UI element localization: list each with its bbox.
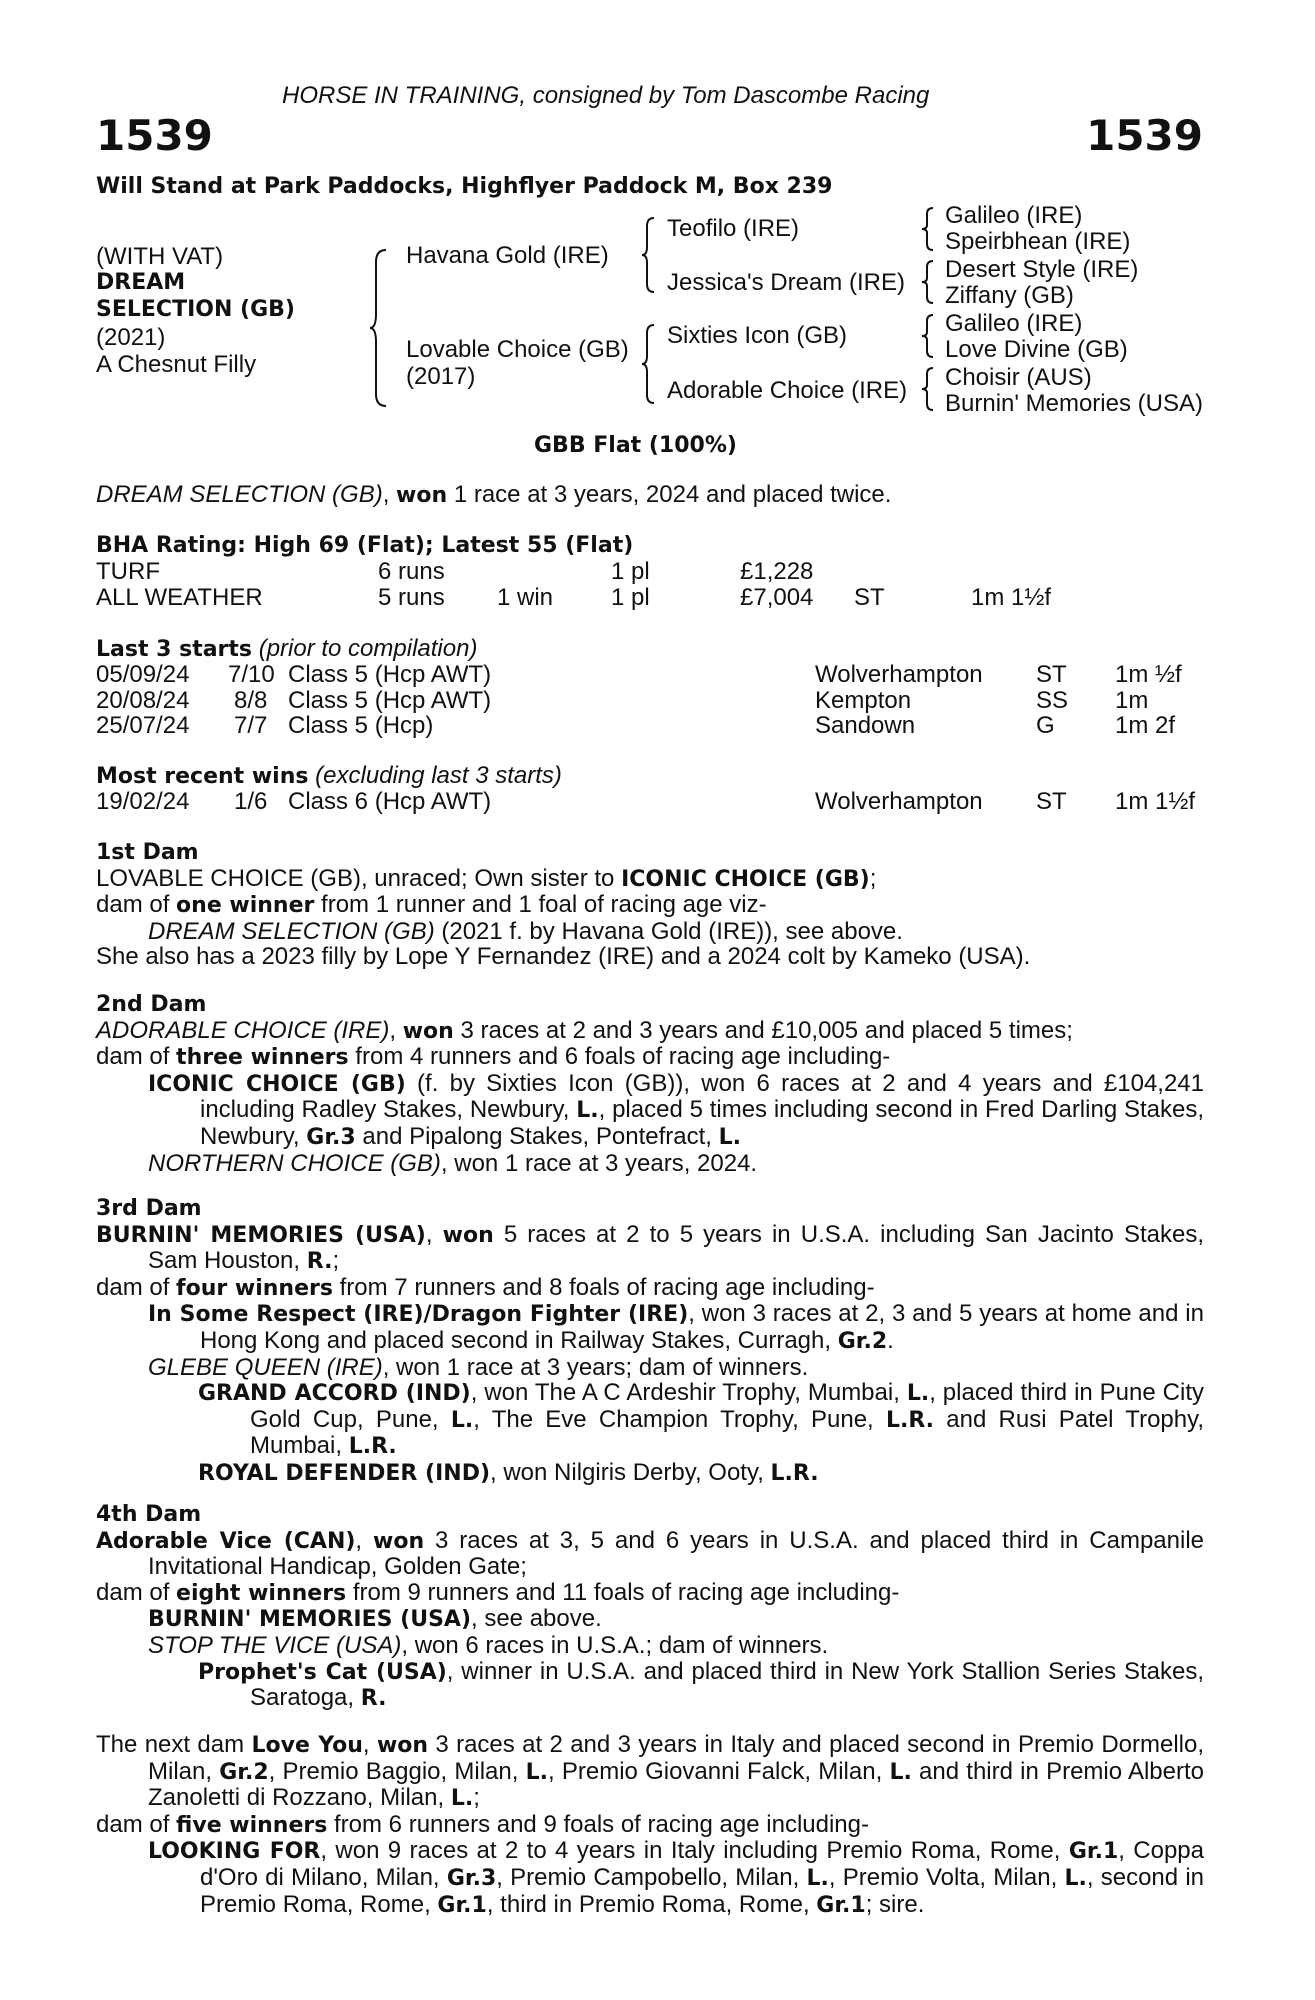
second-dam-line2: dam of three winners from 4 runners and 6 foals of racing age including- — [96, 1043, 891, 1071]
first-dam-line2: dam of one winner from 1 runner and 1 foal of racing age viz- — [96, 891, 767, 919]
bha-surface: TURF — [96, 558, 160, 585]
pedigree-ggp: Burnin' Memories (USA) — [945, 390, 1203, 417]
pedigree-ggp: Choisir (AUS) — [945, 364, 1092, 391]
second-dam-progeny-1: ICONIC CHOICE (GB) (f. by Sixties Icon (GB)), won 6 races at 2 and 4 years and £104,241 including Radley Stakes, Newbury, L., placed 5 times including second in Fred Darling Stakes, Newbury, Gr.3 and Pipalong Stakes, Pontefract, L. — [148, 1069, 1205, 1150]
third-dam-progeny-1: In Some Respect (IRE)/Dragon Fighter (IRE), won 3 races at 2, 3 and 5 years at home and in Hong Kong and placed second in Railway Stakes, Curragh, Gr.2. — [148, 1300, 1204, 1354]
bha-wins: 1 win — [497, 584, 554, 611]
summary-rest: 1 race at 3 years, 2024 and placed twice. — [447, 481, 892, 508]
win-going: ST — [1036, 788, 1067, 815]
bha-placed: 1 pl — [611, 584, 650, 611]
pedigree-brace-gg3 — [921, 313, 935, 359]
fourth-dam-line1: Adorable Vice (CAN), won 3 races at 3, 5 and 6 years in U.S.A. and placed third in Campanile Invitational Handicap, Golden Gate; — [96, 1526, 1205, 1581]
pedigree-brace-gg1 — [921, 206, 935, 252]
start-class: Class 5 (Hcp AWT) — [288, 687, 492, 714]
fourth-dam-line2: dam of eight winners from 9 runners and 11 foals of racing age including- — [96, 1578, 900, 1606]
vat-note: (WITH VAT) — [96, 243, 224, 270]
start-position: 7/10 — [228, 661, 275, 688]
start-date: 20/08/24 — [96, 687, 190, 714]
recent-wins-note: (excluding last 3 starts) — [308, 762, 562, 789]
pedigree-brace-main — [368, 248, 390, 408]
pedigree-sire: Havana Gold (IRE) — [406, 242, 609, 269]
start-position: 8/8 — [234, 687, 268, 714]
start-class: Class 5 (Hcp AWT) — [288, 661, 492, 688]
recent-wins-title: Most recent wins — [96, 764, 309, 789]
second-dam-line1: ADORABLE CHOICE (IRE), won 3 races at 2 and 3 years and £10,005 and placed 5 times; — [96, 1016, 1073, 1044]
summary-won: won — [396, 483, 448, 508]
third-dam-grandprogeny-1: GRAND ACCORD (IND), won The A C Ardeshir Trophy, Mumbai, L., placed third in Pune City Gold Cup, Pune, L., The Eve Champion Trophy, Pune, L.R. and Rusi Patel Trophy, Mumbai, L.R. — [198, 1379, 1205, 1460]
third-dam-line1: BURNIN' MEMORIES (USA), won 5 races at 2 to 5 years in U.S.A. including San Jacinto Stakes, Sam Houston, R.; — [96, 1220, 1204, 1275]
pedigree-ggp: Ziffany (GB) — [945, 282, 1074, 309]
bha-surface: ALL WEATHER — [96, 584, 263, 611]
start-position: 7/7 — [234, 712, 268, 739]
race-summary: DREAM SELECTION (GB), won 1 race at 3 years, 2024 and placed twice. — [96, 481, 892, 508]
stand-location: Will Stand at Park Paddocks, Highflyer Paddock M, Box 239 — [96, 174, 833, 199]
pedigree-dam: Lovable Choice (GB) — [406, 336, 629, 363]
pedigree-dam-year: (2017) — [406, 363, 476, 390]
bha-runs: 6 runs — [378, 558, 445, 585]
fourth-dam-progeny-1: BURNIN' MEMORIES (USA), see above. — [148, 1605, 602, 1633]
fourth-dam-grandprogeny-1: Prophet's Cat (USA), winner in U.S.A. and placed third in New York Stallion Series Stakes, Saratoga, R. — [198, 1657, 1204, 1712]
next-dam-progeny-1: LOOKING FOR, won 9 races at 2 to 4 years in Italy including Premio Roma, Rome, Gr.1, Coppa d'Oro di Milano, Milan, Gr.3, Premio Campobello, Milan, L., Premio Volta, Milan, L., second in Premio Roma, Rome, Gr.1, third in Premio Roma, Rome, Gr.1; sire. — [148, 1837, 1205, 1918]
lot-number-right: 1539 — [1086, 111, 1203, 160]
bha-earnings: £1,228 — [740, 558, 814, 585]
fourth-dam-progeny-2: STOP THE VICE (USA), won 6 races in U.S.A.; dam of winners. — [148, 1631, 829, 1659]
start-distance: 1m — [1115, 687, 1149, 714]
bha-rating-title: BHA Rating: High 69 (Flat); Latest 55 (Flat) — [96, 533, 634, 558]
start-distance: 1m ½f — [1115, 661, 1182, 688]
win-course: Wolverhampton — [815, 788, 983, 815]
third-dam-title: 3rd Dam — [96, 1196, 202, 1221]
pedigree-dam-dam: Adorable Choice (IRE) — [667, 377, 908, 404]
bha-row-all-weather — [0, 585, 1315, 611]
win-date: 19/02/24 — [96, 788, 190, 815]
consignor-line: HORSE IN TRAINING, consigned by Tom Dascombe Racing — [282, 82, 930, 109]
last-starts-heading — [96, 636, 477, 663]
last-starts-note: (prior to compilation) — [252, 635, 478, 662]
third-dam-line2: dam of four winners from 7 runners and 8 foals of racing age including- — [96, 1273, 875, 1301]
bha-going: ST — [854, 584, 885, 611]
bha-distance: 1m 1½f — [971, 584, 1052, 611]
first-dam-title: 1st Dam — [96, 840, 199, 865]
second-dam-title: 2nd Dam — [96, 992, 207, 1017]
start-row — [0, 688, 1315, 714]
bha-placed: 1 pl — [611, 558, 650, 585]
horse-name-line2: SELECTION (GB) — [96, 297, 295, 322]
start-course: Kempton — [815, 687, 912, 714]
pedigree-brace-gg2 — [921, 259, 935, 305]
third-dam-section — [96, 1196, 1204, 1487]
pedigree-ggp: Galileo (IRE) — [945, 202, 1083, 229]
next-dam-section — [96, 1732, 1204, 1918]
start-row — [0, 662, 1315, 688]
pedigree-brace-gg4 — [921, 366, 935, 412]
bha-runs: 5 runs — [378, 584, 445, 611]
pedigree-dam-sire: Sixties Icon (GB) — [667, 322, 848, 349]
third-dam-grandprogeny-2: ROYAL DEFENDER (IND), won Nilgiris Derby, Ooty, L.R. — [198, 1458, 819, 1486]
win-row — [0, 789, 1315, 815]
first-dam-progeny: DREAM SELECTION (GB) (2021 f. by Havana Gold (IRE)), see above. — [148, 917, 903, 945]
second-dam-section — [96, 992, 1204, 1176]
start-course: Wolverhampton — [815, 661, 983, 688]
last-starts-title: Last 3 starts — [96, 637, 253, 662]
gbb-flat: GBB Flat (100%) — [534, 433, 737, 458]
pedigree-ggp: Desert Style (IRE) — [945, 256, 1139, 283]
start-going: SS — [1036, 687, 1069, 714]
horse-name-line1: DREAM — [96, 270, 186, 295]
win-distance: 1m 1½f — [1115, 788, 1196, 815]
first-dam-line1: LOVABLE CHOICE (GB), unraced; Own sister to ICONIC CHOICE (GB); — [96, 864, 877, 892]
pedigree-ggp: Galileo (IRE) — [945, 310, 1083, 337]
start-class: Class 5 (Hcp) — [288, 712, 434, 739]
pedigree-ggp: Speirbhean (IRE) — [945, 228, 1131, 255]
pedigree-ggp: Love Divine (GB) — [945, 336, 1128, 363]
win-class: Class 6 (Hcp AWT) — [288, 788, 492, 815]
next-dam-line1: The next dam Love You, won 3 races at 2 and 3 years in Italy and placed second in Premio Dormello, Milan, Gr.2, Premio Baggio, Milan, L., Premio Giovanni Falck, Milan, L. and third in Premio Alberto Zanoletti di Rozzano, Milan, L.; — [96, 1731, 1205, 1812]
start-date: 05/09/24 — [96, 661, 190, 688]
start-going: G — [1036, 712, 1055, 739]
first-dam-also: She also has a 2023 filly by Lope Y Fernandez (IRE) and a 2024 colt by Kameko (USA). — [96, 943, 1031, 971]
pedigree-brace-dam — [641, 323, 657, 405]
summary-horse-name: DREAM SELECTION (GB) — [96, 481, 383, 508]
horse-year: (2021) — [96, 324, 166, 351]
fourth-dam-section — [96, 1502, 1204, 1712]
pedigree-sire-dam: Jessica's Dream (IRE) — [667, 269, 905, 296]
first-dam-section — [96, 840, 1204, 970]
horse-description: A Chesnut Filly — [96, 351, 257, 378]
start-going: ST — [1036, 661, 1067, 688]
second-dam-progeny-2: NORTHERN CHOICE (GB), won 1 race at 3 years, 2024. — [148, 1149, 758, 1177]
lot-number-left: 1539 — [96, 111, 213, 160]
pedigree-brace-sire — [641, 216, 657, 294]
bha-row-turf — [0, 559, 1315, 585]
fourth-dam-title: 4th Dam — [96, 1502, 202, 1527]
next-dam-line2: dam of five winners from 6 runners and 9 foals of racing age including- — [96, 1810, 869, 1838]
start-distance: 1m 2f — [1115, 712, 1176, 739]
recent-wins-heading — [96, 763, 562, 790]
third-dam-progeny-2: GLEBE QUEEN (IRE), won 1 race at 3 years; dam of winners. — [148, 1353, 809, 1381]
win-position: 1/6 — [234, 788, 268, 815]
start-row — [0, 713, 1315, 739]
pedigree-sire-sire: Teofilo (IRE) — [667, 215, 800, 242]
start-date: 25/07/24 — [96, 712, 190, 739]
start-course: Sandown — [815, 712, 916, 739]
bha-earnings: £7,004 — [740, 584, 814, 611]
